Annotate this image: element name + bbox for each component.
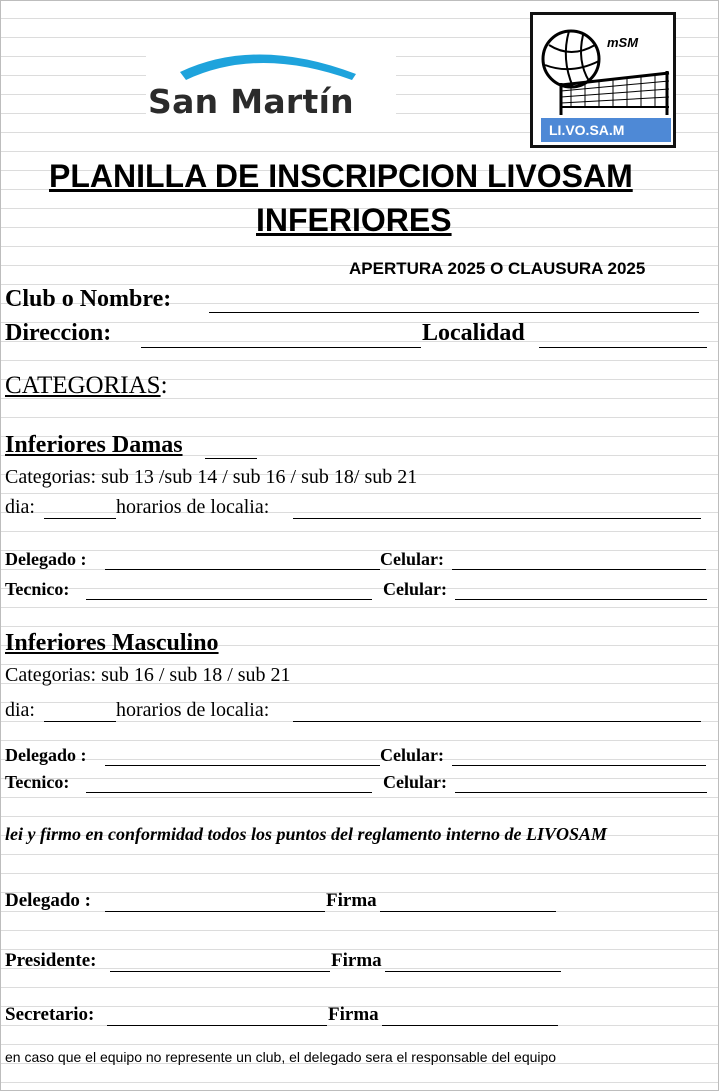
locality-label: Localidad [422, 320, 525, 346]
damas-categories: Categorias: sub 13 /sub 14 / sub 16 / sub 18/ sub 21 [5, 466, 418, 488]
page-subtitle: INFERIORES [256, 202, 452, 238]
sign-president-firma-field[interactable] [385, 971, 561, 972]
page-title: PLANILLA DE INSCRIPCION LIVOSAM [49, 158, 633, 194]
damas-coach-cell-field[interactable] [455, 599, 707, 600]
livosam-logo-label: LI.VO.SA.M [541, 118, 671, 142]
masculino-categories: Categorias: sub 16 / sub 18 / sub 21 [5, 664, 291, 686]
categories-heading [5, 372, 168, 400]
logo-arc-icon [146, 42, 396, 82]
sign-delegate-field[interactable] [105, 911, 325, 912]
masculino-heading: Inferiores Masculino [5, 630, 219, 656]
categories-heading-text: CATEGORIAS [5, 372, 161, 399]
sign-delegate-firma-field[interactable] [380, 911, 556, 912]
masculino-day-field[interactable] [44, 721, 116, 722]
sign-secretary-firma-label: Firma [328, 1004, 379, 1025]
damas-day-label: dia: [5, 496, 35, 518]
damas-coach-field[interactable] [86, 599, 372, 600]
agreement-text: lei y firmo en conformidad todos los puntos del reglamento interno de LIVOSAM [5, 824, 608, 844]
sign-president-label: Presidente: [5, 950, 97, 971]
sign-president-field[interactable] [110, 971, 330, 972]
damas-delegate-cell-field[interactable] [452, 569, 706, 570]
damas-heading-underline [205, 458, 257, 459]
damas-delegate-field[interactable] [105, 569, 380, 570]
masculino-delegate-cell-label: Celular: [380, 745, 444, 765]
masculino-schedule-label: horarios de localia: [116, 699, 270, 721]
masculino-coach-cell-field[interactable] [455, 792, 707, 793]
club-name-field[interactable] [209, 312, 699, 313]
san-martin-logo [146, 42, 396, 122]
msm-label: mSM [607, 35, 639, 50]
damas-schedule-label: horarios de localia: [116, 496, 270, 518]
address-label: Direccion: [5, 320, 112, 346]
san-martin-wordmark: San Martín [148, 82, 354, 121]
sign-delegate-firma-label: Firma [326, 890, 377, 911]
livosam-logo [530, 12, 676, 148]
damas-heading: Inferiores Damas [5, 432, 183, 458]
sign-secretary-firma-field[interactable] [382, 1025, 558, 1026]
masculino-coach-cell-label: Celular: [383, 772, 447, 792]
damas-delegate-cell-label: Celular: [380, 549, 444, 569]
damas-schedule-field[interactable] [293, 518, 701, 519]
season-label: APERTURA 2025 O CLAUSURA 2025 [349, 259, 646, 278]
damas-coach-cell-label: Celular: [383, 579, 447, 599]
masculino-coach-label: Tecnico: [5, 772, 70, 792]
sign-secretary-field[interactable] [107, 1025, 327, 1026]
locality-field[interactable] [539, 347, 707, 348]
volleyball-icon [541, 23, 671, 115]
sign-delegate-label: Delegado : [5, 890, 92, 911]
sign-secretary-label: Secretario: [5, 1004, 95, 1025]
masculino-coach-field[interactable] [86, 792, 372, 793]
masculino-delegate-label: Delegado : [5, 745, 87, 765]
address-field[interactable] [141, 347, 421, 348]
club-name-label: Club o Nombre: [5, 286, 172, 312]
footnote: en caso que el equipo no represente un club, el delegado sera el responsable del equipo [5, 1049, 557, 1065]
sign-president-firma-label: Firma [331, 950, 382, 971]
masculino-delegate-cell-field[interactable] [452, 765, 706, 766]
masculino-schedule-field[interactable] [293, 721, 701, 722]
masculino-delegate-field[interactable] [105, 765, 380, 766]
damas-coach-label: Tecnico: [5, 579, 70, 599]
damas-delegate-label: Delegado : [5, 549, 87, 569]
categories-heading-colon: : [160, 372, 168, 399]
damas-day-field[interactable] [44, 518, 116, 519]
masculino-day-label: dia: [5, 699, 35, 721]
